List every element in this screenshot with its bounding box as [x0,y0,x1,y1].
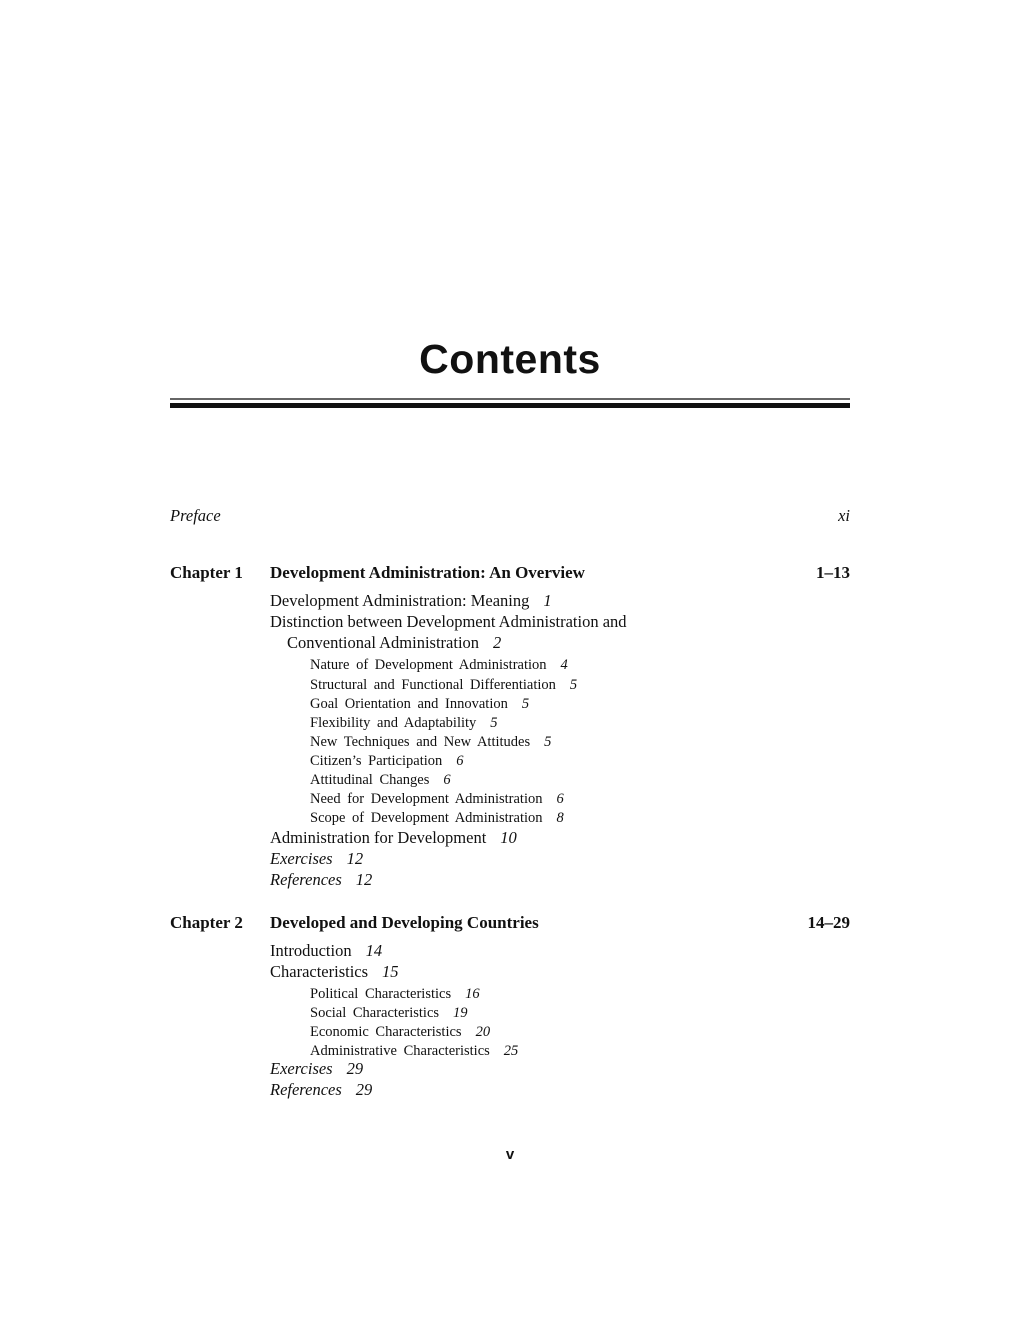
toc-entry-title: Need for Development Administration [310,791,543,807]
title-rule-thick [170,403,850,408]
toc-entry-page: 6 [443,772,451,788]
chapter-number: Chapter 1 [170,563,243,582]
toc-entry-title: Administrative Characteristics [310,1043,490,1059]
toc-entry[interactable] [270,828,517,848]
toc-entry-page: 8 [556,810,564,826]
toc-entry-title: Scope of Development Administration [310,810,543,826]
toc-entry-page: 12 [355,870,373,889]
toc-entry[interactable] [270,870,372,890]
toc-entry-title: Political Characteristics [310,986,452,1002]
toc-entry-title: Administration for Development [270,828,487,847]
toc-entry-title: Social Characteristics [310,1005,440,1021]
toc-entry-page: 6 [556,791,564,807]
toc-entry-title: Structural and Functional Differentiation [310,677,556,693]
toc-entry-title: Nature of Development Administration [310,657,547,673]
toc-entry-title: Conventional Administration [287,633,480,652]
toc-entry-page: 5 [544,734,552,750]
toc-entry-page: 2 [493,633,502,652]
toc-entry[interactable] [310,1041,518,1061]
toc-entry-page: 29 [346,1059,364,1078]
toc-entry[interactable] [310,713,498,733]
title-rule-thin [170,398,850,400]
chapter-number: Chapter 2 [170,913,243,932]
toc-entry-page: 25 [503,1043,519,1059]
toc-entry[interactable] [310,732,551,752]
toc-entry-page: 4 [560,657,568,673]
preface-label: Preface [170,506,221,525]
toc-entry[interactable] [270,591,552,611]
chapter-title: Developed and Developing Countries [270,913,539,932]
toc-entry-page: 19 [453,1005,468,1021]
toc-entry[interactable] [270,1059,363,1079]
toc-entry[interactable] [310,751,464,771]
toc-entry-page: 15 [382,962,399,981]
toc-entry-page: 5 [490,715,498,731]
toc-entry-page: 29 [355,1080,373,1099]
page-title: Contents [419,336,601,382]
toc-entry-page: 1 [543,591,552,610]
toc-entry[interactable] [270,962,399,982]
toc-entry[interactable] [310,1003,468,1023]
toc-entry[interactable] [310,694,529,714]
toc-entry-title: Distinction between Development Administration and [270,612,627,631]
toc-entry[interactable] [310,789,564,809]
toc-entry-title: Characteristics [270,962,369,981]
toc-entry[interactable] [310,655,568,675]
chapter-page-range: 14–29 [807,913,850,932]
chapter-title: Development Administration: An Overview [270,563,585,582]
toc-entry[interactable] [270,1080,372,1100]
toc-entry-page: 14 [365,941,383,960]
toc-entry-title: Goal Orientation and Innovation [310,696,508,712]
toc-entry-title: Introduction [270,941,352,960]
toc-entry-title: Development Administration: Meaning [270,591,530,610]
chapter-page-range: 1–13 [816,563,850,582]
toc-entry-title: Flexibility and Adaptability [310,715,477,731]
toc-entry-page: 5 [521,696,530,712]
toc-entry-title: Exercises [270,849,333,868]
toc-entry-page: 5 [569,677,578,693]
toc-entry-page: 16 [465,986,480,1002]
toc-entry-title: Exercises [270,1059,333,1078]
toc-entry-title: References [270,870,342,889]
toc-entry-title: Economic Characteristics [310,1024,462,1040]
toc-entry-page: 20 [475,1024,491,1040]
toc-entry[interactable] [310,984,480,1004]
toc-entry-page: 10 [500,828,517,847]
toc-entry[interactable] [310,770,451,790]
toc-entry[interactable] [310,1022,490,1042]
toc-entry-title: New Techniques and New Attitudes [310,734,531,750]
toc-entry-page: 6 [456,753,464,769]
toc-entry-title: Attitudinal Changes [310,772,430,788]
toc-entry[interactable] [310,675,577,695]
toc-preface[interactable] [170,506,850,526]
toc-entry-page: 12 [346,849,364,868]
toc-entry[interactable] [270,849,363,869]
toc-entry[interactable] [287,633,501,653]
toc-entry-title: References [270,1080,342,1099]
toc-entry[interactable] [270,612,627,632]
page-number: v [505,1146,515,1163]
preface-page: xi [838,506,850,525]
toc-entry[interactable] [310,808,564,828]
toc-entry[interactable] [270,941,382,961]
toc-entry-title: Citizen’s Participation [310,753,443,769]
